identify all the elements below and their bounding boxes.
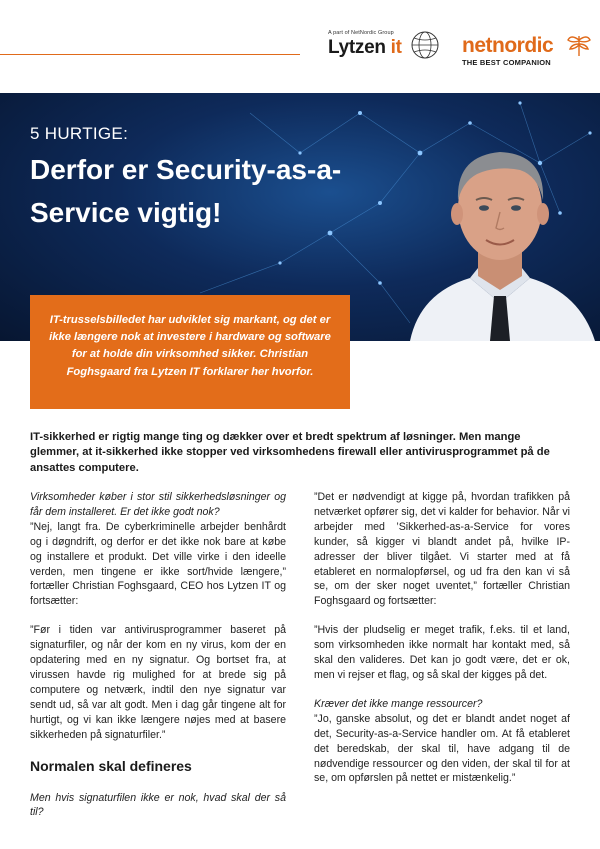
netnordic-logo [462,34,592,74]
lytzen-partof-text: A part of NetNordic Group [328,30,394,36]
lytzen-it-logo [328,30,440,74]
netnordic-wordmark: netnordic [462,34,554,57]
paragraph-resources: ”Jo, ganske absolut, og det er blandt andet noget af det, Security-as-a-Service handler om. At få etableret det beredskab, der skal til, have adgang til de nødvendige ressourcer og den viden, der skal til for at se, om opførslen på nettet er mistænkelig.” [314,712,570,785]
question-2: Men hvis signaturfilen ikke er nok, hvad skal der så til? [30,791,286,819]
article-kicker: 5 HURTIGE: [30,124,129,143]
section-heading: Normalen skal defineres [30,757,192,774]
answer-1: ”Nej, langt fra. De cyberkriminelle arbejder benhårdt og i døgndrift, og derfor er det ikke nok bare at købe og installere et produkt. Det ville virke i den ideelle verden, men tingene er ikke sort/hvide længere,” fortæller Christian Foghsgaard, CEO hos Lytzen IT og fortsætter: [30,520,286,608]
left-column [30,490,286,820]
intro-paragraph: IT-sikkerhed er rigtig mange ting og dækker over et bredt spektrum af løsninger. Men mange glemmer, at it-sikkerhed ikke stopper ved virksomhedens firewall eller antivirusprogrammet på de ansattes computere. [30,431,550,474]
article-title: Derfor er Security-as-a-Service vigtig! [30,154,342,228]
lytzen-it-suffix: it [390,37,402,58]
paragraph-behavior: ”Det er nødvendigt at kigge på, hvordan trafikken på netværket opfører sig, det vi kalder for behavior. Når vi arbejder med ’Sikkerhed-as-a-Service for vores kunder, så kigger vi blandt andet på, hvilke IP-adresser der bliver tilgået. Vi starter med at få etableret en normalopførsel, og ud fra den kan vi så se, om der sker noget uventet,” fortæller Christian Foghsgaard og fortsætter: [314,491,570,608]
question-3: Kræver det ikke mange ressourcer? [314,697,483,710]
header-rule [0,54,300,55]
question-1: Virksomheder køber i stor stil sikkerhedsløsninger og får dem installeret. Er det ikke godt nok? [30,491,286,518]
paragraph-traffic: ”Hvis der pludselig er meget trafik, f.eks. til et land, som virksomheden ikke normalt har kontakt med, så skal den valideres. Det kan jo godt være, det er ok, men vi rejser et flag, og så skal der kigges på det. [314,624,570,681]
globe-icon [410,30,440,60]
callout-text: IT-trusselsbilledet har udviklet sig markant, og det er ikke længere nok at investere i hardware og software for at holde din virksomhed sikker. Christian Foghsgaard fra Lytzen IT forklarer her hvorfor. [49,314,331,378]
callout-box [30,295,350,409]
netnordic-tagline: THE BEST COMPANION [462,58,551,67]
dragonfly-icon [566,32,592,58]
right-column [314,490,570,786]
lytzen-name: Lytzen [328,37,386,58]
portrait-photo [400,128,600,341]
answer-2: ”Før i tiden var antivirusprogrammer baseret på signaturfiler, og når der kom en ny virus, kom der en opdatering med en ny signatur. Og bortset fra, at virussen havde rig mulighed for at brede sig på computere og netværk, indtil den nye signatur var sendt ud, så var alt godt. Men i dag går tingene alt for hurtigt, og vi kan ikke længere nøjes med at basere sikkerheden på signaturfiler.” [30,624,286,741]
